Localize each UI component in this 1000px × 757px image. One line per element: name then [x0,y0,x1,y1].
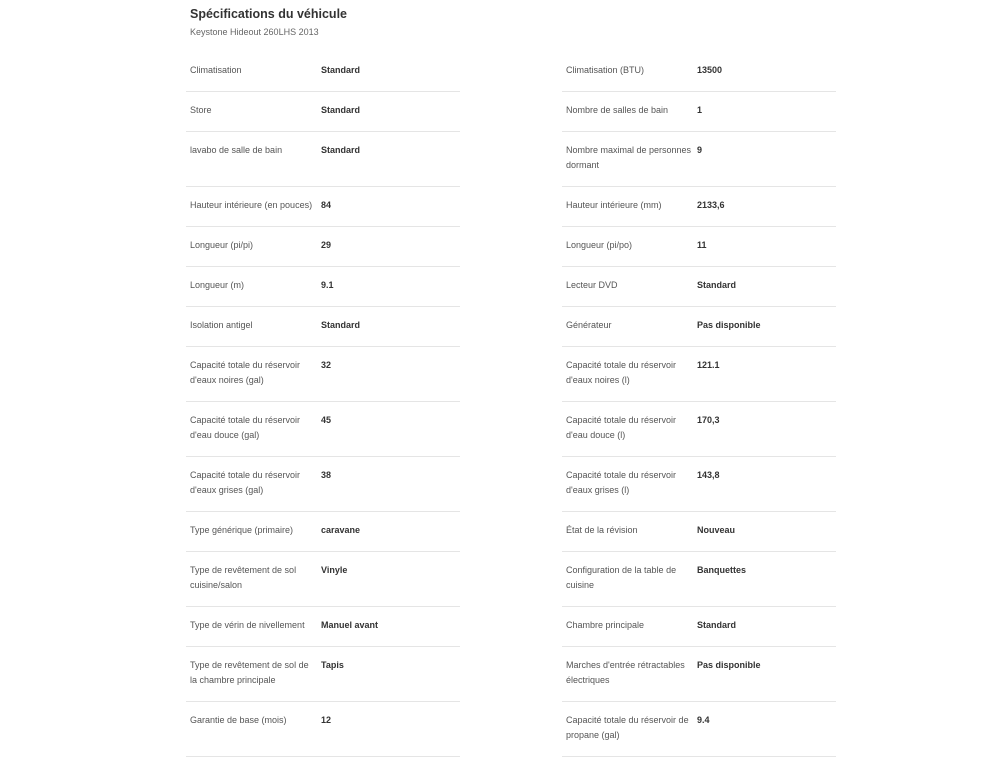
spec-row [186,92,460,132]
spec-label: Chambre principale [566,620,645,630]
spec-label: Store [190,105,212,115]
spec-column-left [186,52,460,757]
spec-value: Tapis [321,660,344,670]
spec-row [562,187,836,227]
spec-value: 143,8 [697,470,720,480]
spec-value: 29 [321,240,332,250]
spec-row [562,132,836,187]
spec-value: 84 [321,200,332,210]
spec-label: lavabo de salle de bain [190,145,283,155]
spec-row [186,132,460,187]
spec-row [186,702,460,757]
spec-row [562,227,836,267]
spec-value: Standard [697,280,737,290]
spec-value: 170,3 [697,415,720,425]
spec-value: 11 [697,240,707,250]
page-title: Spécifications du véhicule [190,7,347,21]
spec-row [562,702,836,757]
spec-value: Vinyle [321,565,348,575]
spec-value: Standard [321,65,361,75]
spec-label: Nombre maximal de personnes dormant [566,145,692,170]
spec-label: Marches d'entrée rétractables électriques [566,660,685,685]
spec-label: Nombre de salles de bain [566,105,669,115]
spec-row [562,512,836,552]
spec-value: caravane [321,525,361,535]
spec-row [562,267,836,307]
spec-value: 45 [321,415,332,425]
spec-value: Nouveau [697,525,736,535]
spec-value: 13500 [697,65,723,75]
spec-label: Capacité totale du réservoir d'eaux grises (l) [566,470,677,495]
spec-label: Lecteur DVD [566,280,618,290]
spec-column-right [562,52,836,757]
spec-label: Générateur [566,320,612,330]
spec-row [562,647,836,702]
spec-value: 1 [697,105,703,115]
spec-row [562,402,836,457]
spec-row [186,187,460,227]
spec-value: Standard [321,145,361,155]
spec-value: Standard [321,105,361,115]
spec-value: 9.4 [697,715,710,725]
spec-label: Type de revêtement de sol de la chambre principale [190,660,309,685]
spec-row [186,347,460,402]
spec-label: Climatisation [190,65,242,75]
spec-row [186,512,460,552]
spec-value: 9.1 [321,280,334,290]
spec-label: Garantie de base (mois) [190,715,287,725]
spec-row [562,607,836,647]
spec-row [562,92,836,132]
spec-row [186,457,460,512]
spec-row [562,52,836,92]
spec-label: Capacité totale du réservoir d'eaux noires (gal) [190,360,301,385]
spec-row [562,347,836,402]
vehicle-subtitle: Keystone Hideout 260LHS 2013 [190,27,319,37]
spec-label: Longueur (pi/pi) [190,240,254,250]
spec-value: Banquettes [697,565,747,575]
spec-row [186,307,460,347]
spec-value: 121.1 [697,360,720,370]
spec-label: Configuration de la table de cuisine [566,565,677,590]
spec-value: 9 [697,145,703,155]
spec-row [186,552,460,607]
spec-row [562,552,836,607]
spec-label: Capacité totale du réservoir d'eau douce (l) [566,415,677,440]
spec-label: Capacité totale du réservoir d'eaux grises (gal) [190,470,301,495]
spec-label: Type générique (primaire) [190,525,294,535]
spec-row [186,267,460,307]
spec-label: Capacité totale du réservoir d'eau douce (gal) [190,415,301,440]
spec-row [562,307,836,347]
spec-value: 32 [321,360,332,370]
spec-value: 12 [321,715,332,725]
spec-label: Hauteur intérieure (mm) [566,200,662,210]
spec-label: Capacité totale du réservoir de propane (gal) [566,715,689,740]
spec-label: Hauteur intérieure (en pouces) [190,200,313,210]
spec-row [186,607,460,647]
spec-grid [186,52,836,757]
spec-value: 38 [321,470,332,480]
spec-label: État de la révision [566,525,638,535]
spec-row [562,457,836,512]
spec-label: Longueur (pi/po) [566,240,633,250]
spec-value: Standard [321,320,361,330]
spec-label: Longueur (m) [190,280,245,290]
spec-label: Type de vérin de nivellement [190,620,305,630]
spec-label: Capacité totale du réservoir d'eaux noires (l) [566,360,677,385]
spec-value: Manuel avant [321,620,379,630]
spec-value: Pas disponible [697,320,761,330]
spec-row [186,647,460,702]
spec-value: 2133,6 [697,200,725,210]
spec-row [186,227,460,267]
spec-row [186,52,460,92]
spec-label: Type de revêtement de sol cuisine/salon [190,565,297,590]
spec-value: Pas disponible [697,660,761,670]
spec-row [186,402,460,457]
spec-label: Climatisation (BTU) [566,65,645,75]
spec-label: Isolation antigel [190,320,253,330]
spec-value: Standard [697,620,737,630]
